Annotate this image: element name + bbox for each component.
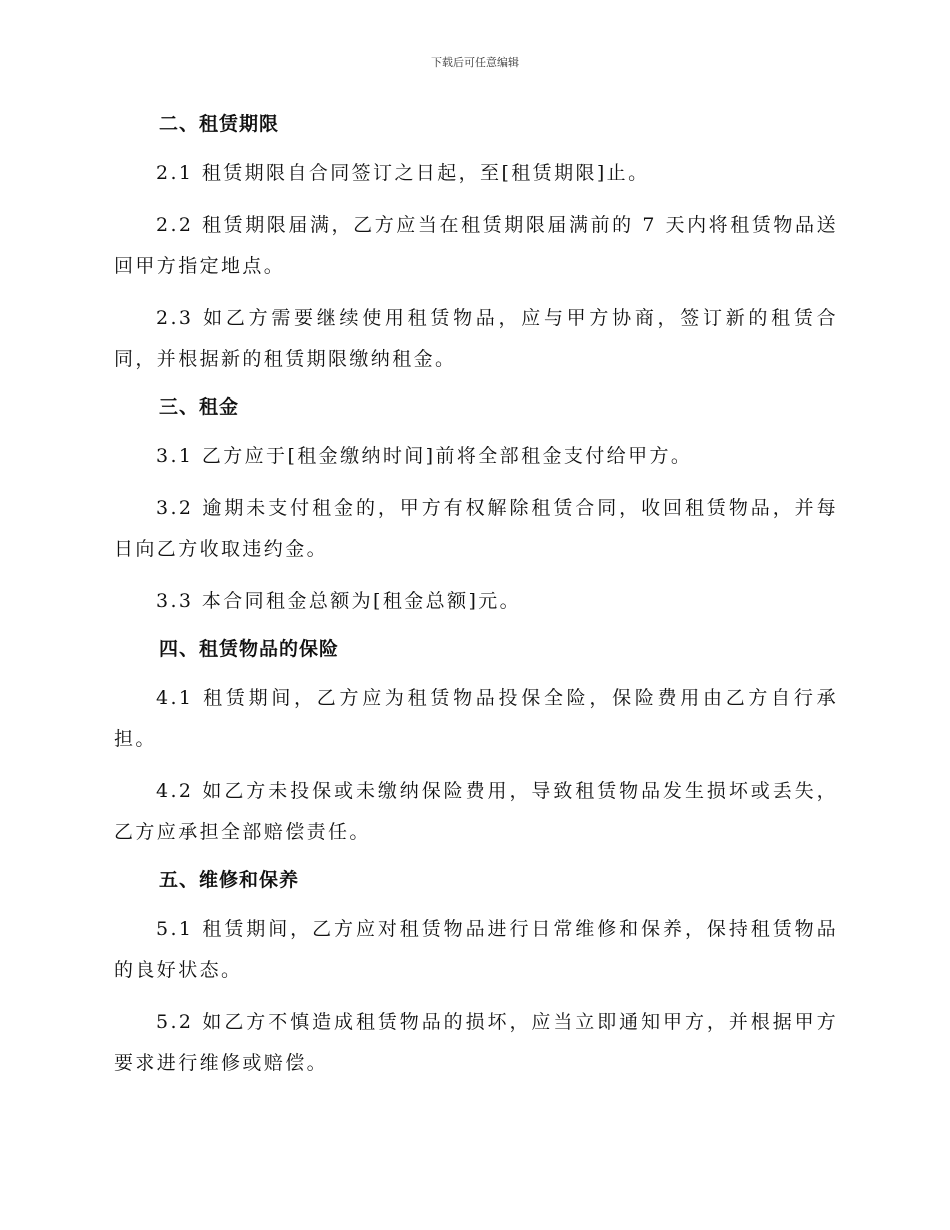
- section-insurance: [114, 633, 838, 864]
- section-maintenance: [114, 864, 838, 1084]
- clause-paragraph: 5.2 如乙方不慎造成租赁物品的损坏，应当立即通知甲方，并根据甲方要求进行维修或赔偿。: [114, 1011, 838, 1074]
- section-title: 三、租金: [159, 396, 240, 418]
- section-title: 五、维修和保养: [159, 869, 300, 891]
- clause-paragraph: 5.1 租赁期间，乙方应对租赁物品进行日常维修和保养，保持租赁物品的良好状态。: [114, 918, 838, 981]
- section-title: 四、租赁物品的保险: [159, 638, 340, 660]
- clause-paragraph: 3.1 乙方应于[租金缴纳时间]前将全部租金支付给甲方。: [156, 445, 693, 467]
- clause-paragraph: 2.3 如乙方需要继续使用租赁物品，应与甲方协商，签订新的租赁合同，并根据新的租赁期限缴纳租金。: [114, 307, 838, 370]
- clause-paragraph: 3.3 本合同租金总额为[租金总额]元。: [156, 590, 522, 612]
- section-title: 二、租赁期限: [159, 113, 280, 135]
- clause-paragraph: 3.2 逾期未支付租金的，甲方有权解除租赁合同，收回租赁物品，并每日向乙方收取违约金。: [114, 497, 838, 560]
- page-header: 下载后可任意编辑: [431, 56, 519, 69]
- section-lease-term: [114, 108, 838, 391]
- document-body: [114, 108, 838, 1084]
- section-rent: [114, 391, 838, 633]
- clause-paragraph: 4.1 租赁期间，乙方应为租赁物品投保全险，保险费用由乙方自行承担。: [114, 687, 838, 750]
- clause-paragraph: 4.2 如乙方未投保或未缴纳保险费用，导致租赁物品发生损坏或丢失，乙方应承担全部赔偿责任。: [114, 780, 838, 843]
- clause-paragraph: 2.1 租赁期限自合同签订之日起，至[租赁期限]止。: [156, 162, 650, 184]
- clause-paragraph: 2.2 租赁期限届满，乙方应当在租赁期限届满前的 7 天内将租赁物品送回甲方指定地点。: [114, 214, 838, 277]
